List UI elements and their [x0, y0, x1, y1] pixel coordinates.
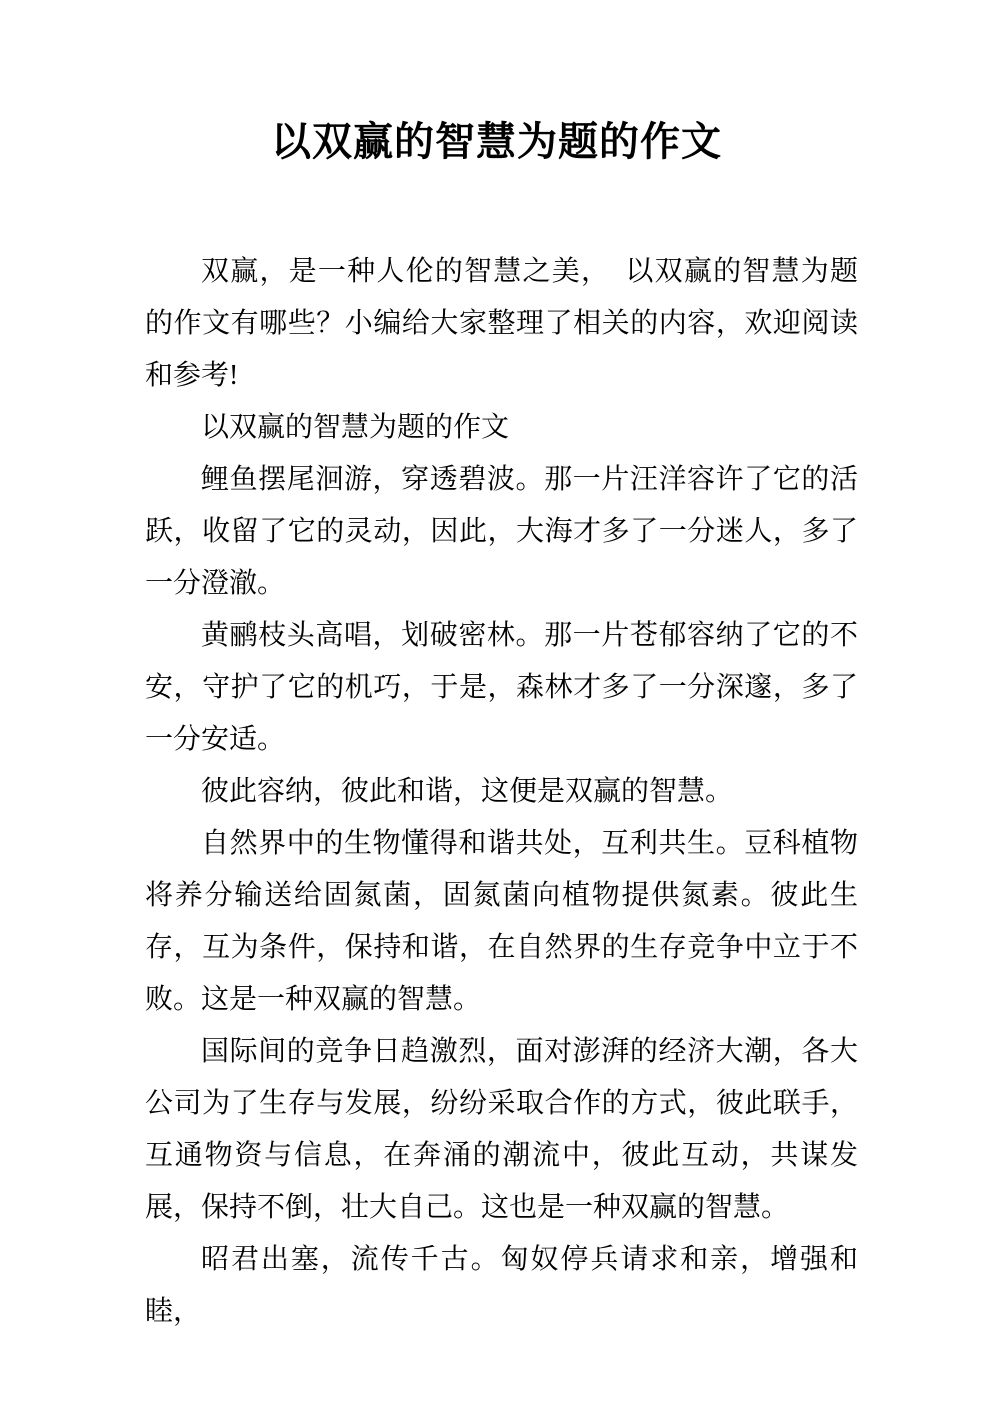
document-body — [145, 246, 858, 1338]
paragraph: 鲤鱼摆尾洄游，穿透碧波。那一片汪洋容许了它的活跃，收留了它的灵动，因此，大海才多了一分迷人，多了一分澄澈。 — [145, 464, 858, 599]
paragraph: 黄鹂枝头高唱，划破密林。那一片苍郁容纳了它的不安，守护了它的机巧，于是，森林才多了一分深邃，多了一分安适。 — [145, 620, 858, 755]
paragraph: 昭君出塞，流传千古。匈奴停兵请求和亲，增强和睦， — [145, 1244, 858, 1327]
paragraph: 彼此容纳，彼此和谐，这便是双赢的智慧。 — [201, 776, 734, 807]
paragraph-intro: 双赢，是一种人伦的智慧之美， 以双赢的智慧为题的作文有哪些？小编给大家整理了相关的内容，欢迎阅读和参考! — [145, 256, 858, 391]
paragraph: 自然界中的生物懂得和谐共处，互利共生。豆科植物将养分输送给固氮菌，固氮菌向植物提供氮素。彼此生存，互为条件，保持和谐，在自然界的生存竞争中立于不败。这是一种双赢的智慧。 — [145, 828, 858, 1015]
paragraph-subheading: 以双赢的智慧为题的作文 — [201, 412, 510, 443]
document-title: 以双赢的智慧为题的作文 — [271, 119, 722, 164]
paragraph: 国际间的竞争日趋激烈，面对澎湃的经济大潮，各大公司为了生存与发展，纷纷采取合作的方式，彼此联手，互通物资与信息，在奔涌的潮流中，彼此互动，共谋发展，保持不倒，壮大自己。这也是一种双赢的智慧。 — [145, 1036, 858, 1223]
